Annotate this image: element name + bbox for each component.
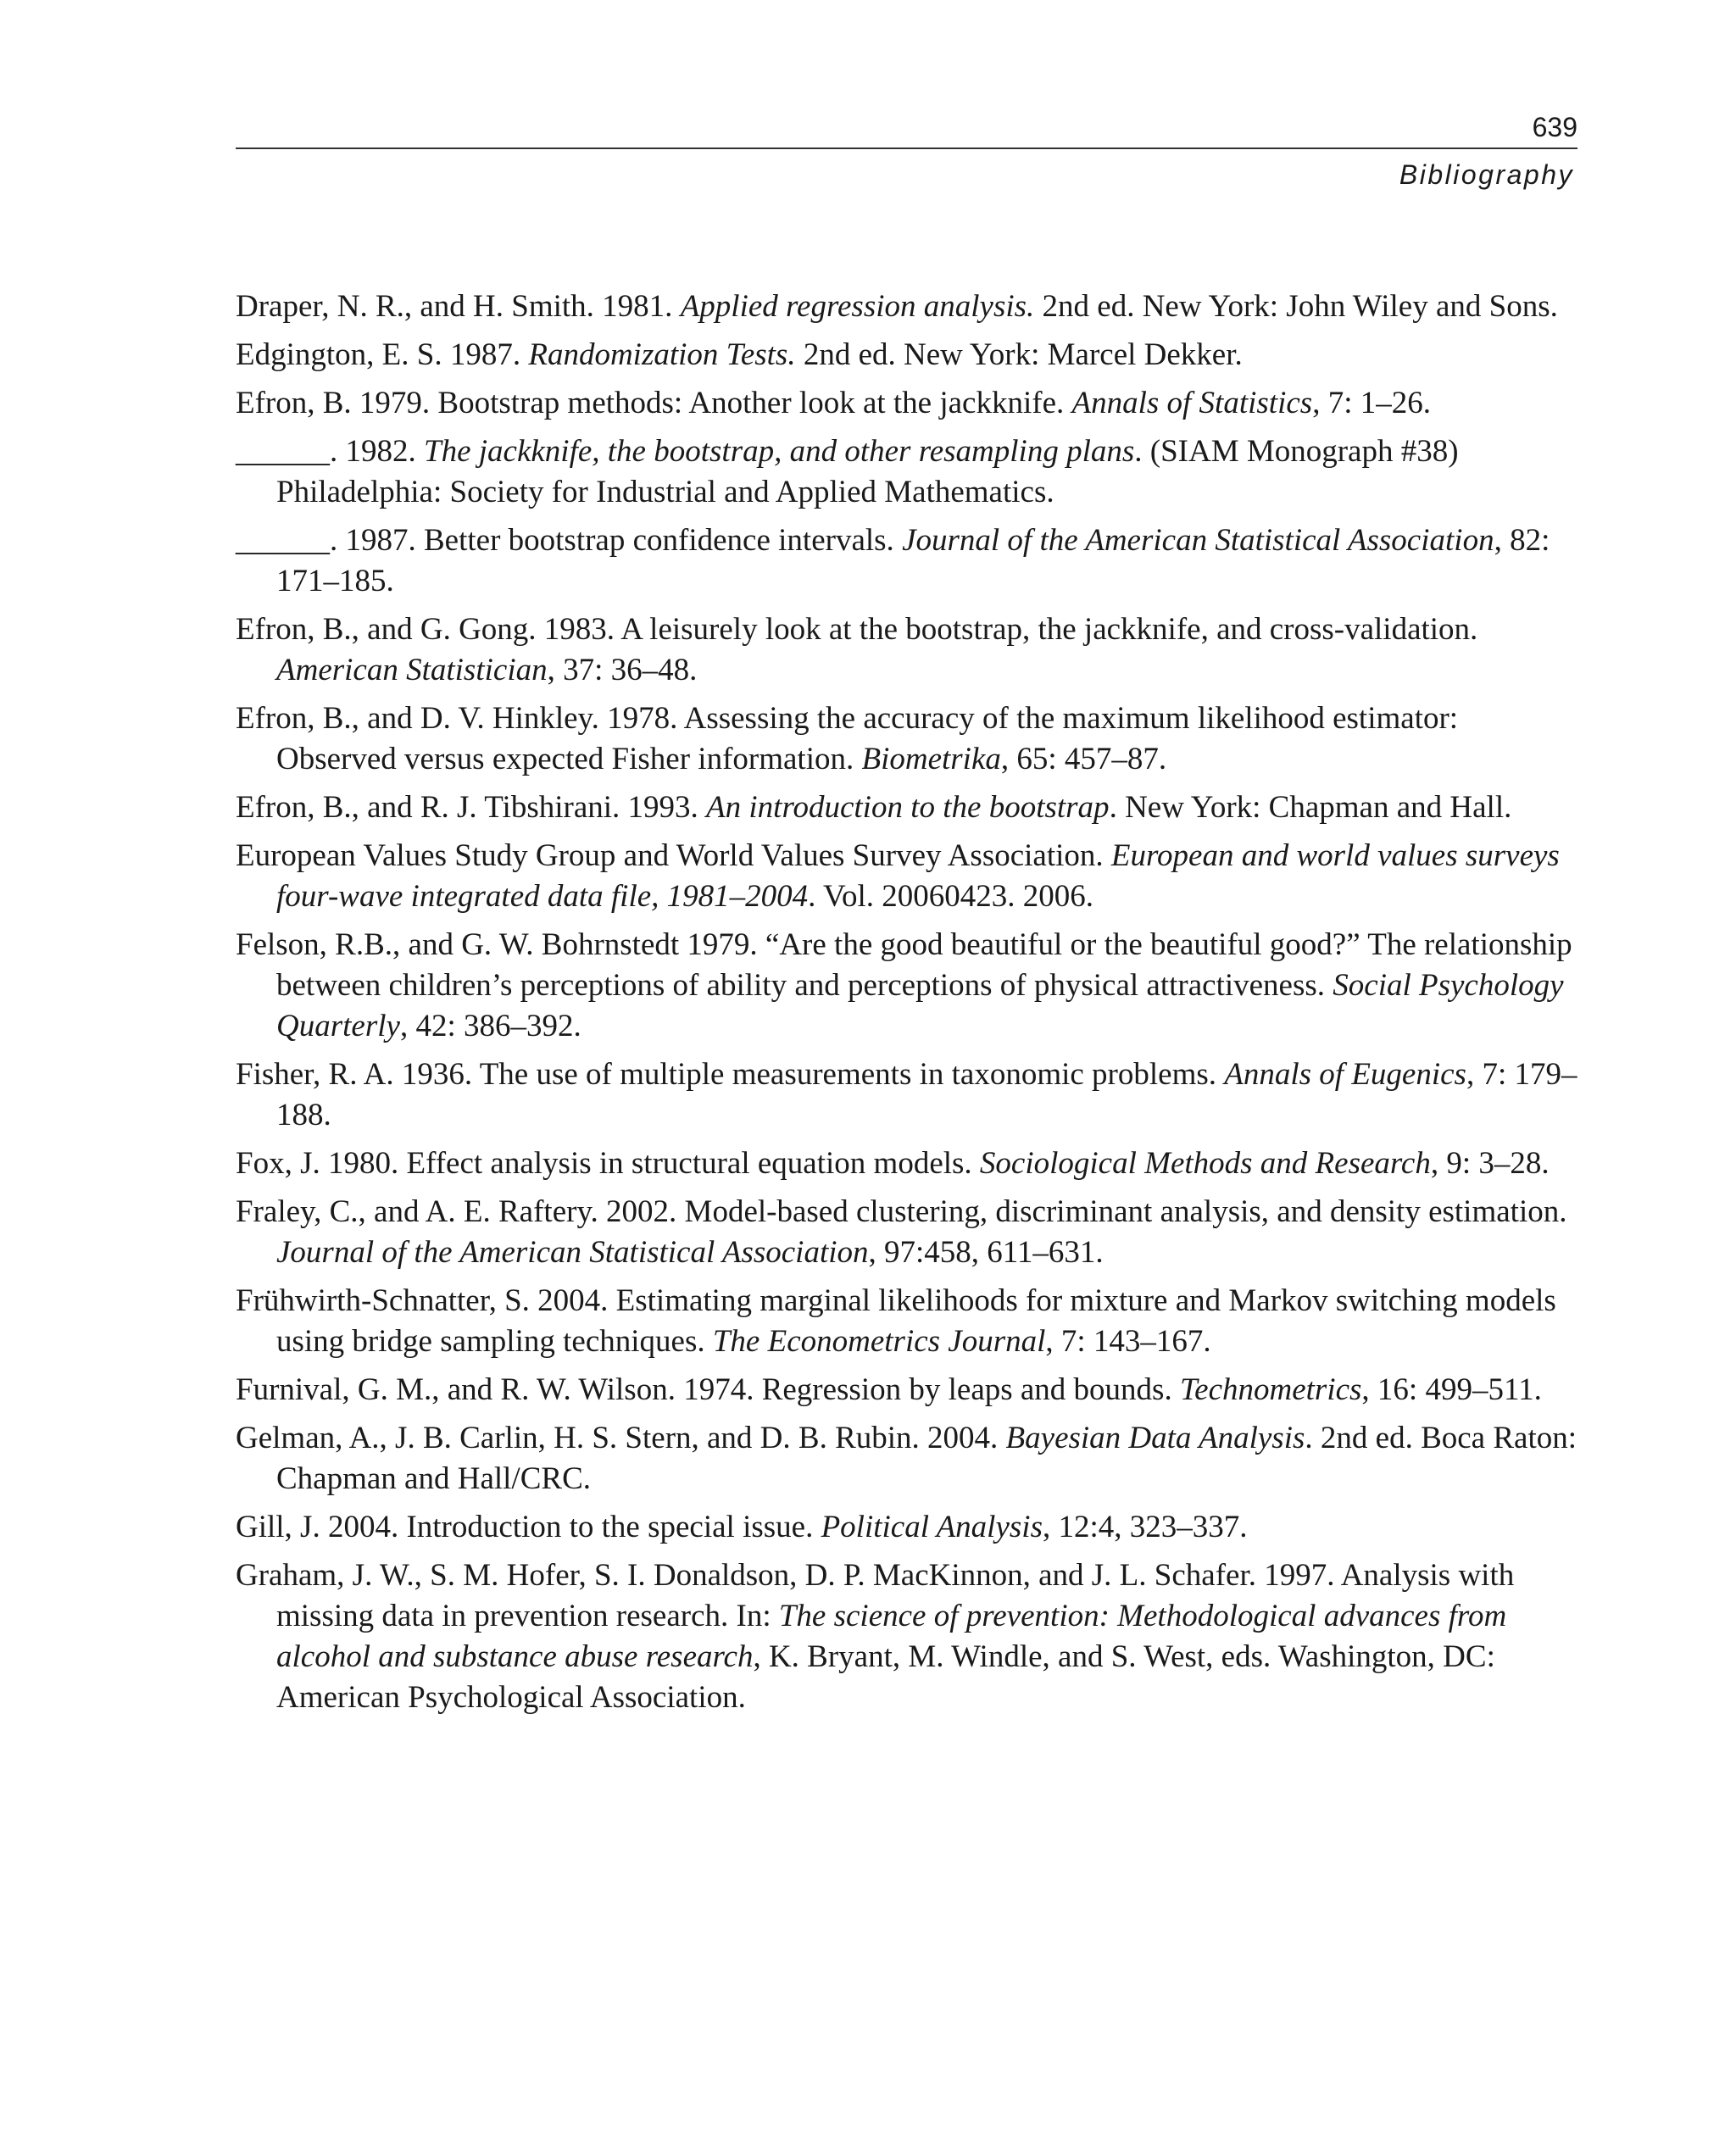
entry-text: , 82: 171–185. xyxy=(276,523,1550,598)
page-number: 639 xyxy=(1532,112,1577,142)
entry-text: Gill, J. 2004. Introduction to the special issue. xyxy=(236,1510,821,1544)
entry-title: Journal of the American Statistical Association xyxy=(276,1235,869,1270)
running-head: Bibliography xyxy=(1399,159,1574,190)
bibliography-entry xyxy=(236,787,1577,828)
entry-title: Sociological Methods and Research xyxy=(979,1146,1431,1181)
entry-text: Efron, B. 1979. Bootstrap methods: Another look at the jackknife. xyxy=(236,386,1072,420)
entry-text: Fox, J. 1980. Effect analysis in structural equation models. xyxy=(236,1146,980,1181)
bibliography-entry xyxy=(236,1555,1577,1718)
entry-text: , 7: 143–167. xyxy=(1045,1324,1211,1359)
entry-title: Technometrics xyxy=(1179,1372,1362,1407)
entry-text: , 42: 386–392. xyxy=(399,1009,581,1043)
entry-text: Frühwirth-Schnatter, S. 2004. Estimating marginal likelihoods for mixture and Markov switching models using bridge sampling techniques. xyxy=(236,1283,1556,1359)
entry-text: , 7: 1–26. xyxy=(1312,386,1431,420)
entry-title: Applied regression analysis. xyxy=(680,289,1035,324)
entry-text: Efron, B., and R. J. Tibshirani. 1993. xyxy=(236,790,707,825)
entry-text: , 97:458, 611–631. xyxy=(868,1235,1104,1270)
entry-title: Social Psychology Quarterly xyxy=(276,968,1564,1043)
bibliography-entry xyxy=(236,1054,1577,1136)
entry-text: Graham, J. W., S. M. Hofer, S. I. Donaldson, D. P. MacKinnon, and J. L. Schafer. 1997. Analysis with missing data in prevention research. In: xyxy=(236,1558,1515,1633)
entry-title: Biometrika xyxy=(861,742,1001,776)
entry-title: The Econometrics Journal xyxy=(712,1324,1046,1359)
entry-text: Furnival, G. M., and R. W. Wilson. 1974. Regression by leaps and bounds. xyxy=(236,1372,1180,1407)
entry-text: Draper, N. R., and H. Smith. 1981. xyxy=(236,289,681,324)
entry-text: Efron, B., and D. V. Hinkley. 1978. Assessing the accuracy of the maximum likelihood estimator: Observed versus expected Fisher information. xyxy=(236,701,1459,776)
bibliography-entry xyxy=(236,520,1577,602)
bibliography-list xyxy=(236,287,1577,1726)
entry-title: Annals of Eugenics xyxy=(1224,1057,1466,1092)
entry-title: American Statistician xyxy=(276,653,548,687)
bibliography-entry xyxy=(236,925,1577,1047)
entry-title: An introduction to the bootstrap xyxy=(706,790,1110,825)
entry-title: European and world values surveys four-wave integrated data file, 1981–2004 xyxy=(276,838,1560,914)
bibliography-entry xyxy=(236,698,1577,780)
entry-text: Fraley, C., and A. E. Raftery. 2002. Model-based clustering, discriminant analysis, and density estimation. xyxy=(236,1194,1567,1229)
entry-text: , 9: 3–28. xyxy=(1430,1146,1550,1181)
entry-text: 2nd ed. New York: John Wiley and Sons. xyxy=(1034,289,1558,324)
bibliography-entry xyxy=(236,431,1577,513)
bibliography-entry xyxy=(236,1143,1577,1184)
entry-text: , 65: 457–87. xyxy=(1000,742,1167,776)
entry-text: , 12:4, 323–337. xyxy=(1042,1510,1248,1544)
bibliography-entry xyxy=(236,609,1577,691)
entry-text: Efron, B., and G. Gong. 1983. A leisurely look at the bootstrap, the jackknife, and cross-validation. xyxy=(236,612,1478,647)
entry-text: . 2nd ed. Boca Raton: Chapman and Hall/CRC. xyxy=(276,1421,1577,1496)
entry-title: The jackknife, the bootstrap, and other resampling plans xyxy=(424,434,1135,469)
entry-text: Felson, R.B., and G. W. Bohrnstedt 1979. “Are the good beautiful or the beautiful good?” The relationship between children’s perceptions of ability and perceptions of physical attractiveness. xyxy=(236,927,1572,1003)
bibliography-entry xyxy=(236,1418,1577,1499)
entry-title: Political Analysis xyxy=(821,1510,1043,1544)
bibliography-entry xyxy=(236,383,1577,424)
bibliography-entry xyxy=(236,1370,1577,1410)
bibliography-entry xyxy=(236,836,1577,917)
entry-title: Bayesian Data Analysis xyxy=(1005,1421,1305,1455)
entry-text: . Vol. 20060423. 2006. xyxy=(808,879,1093,914)
entry-title: The science of prevention: Methodological advances from alcohol and substance abuse research xyxy=(276,1599,1507,1674)
entry-text: European Values Study Group and World Values Survey Association. xyxy=(236,838,1111,873)
bibliography-entry xyxy=(236,1281,1577,1362)
header-rule xyxy=(236,147,1577,149)
entry-text: ______. 1982. xyxy=(236,434,424,469)
bibliography-entry xyxy=(236,1507,1577,1548)
entry-title: Journal of the American Statistical Association xyxy=(902,523,1494,558)
entry-text: Gelman, A., J. B. Carlin, H. S. Stern, and D. B. Rubin. 2004. xyxy=(236,1421,1006,1455)
entry-text: Edgington, E. S. 1987. xyxy=(236,337,529,372)
entry-title: Annals of Statistics xyxy=(1071,386,1313,420)
entry-text: . (SIAM Monograph #38) Philadelphia: Society for Industrial and Applied Mathematics. xyxy=(276,434,1459,509)
bibliography-entry xyxy=(236,287,1577,327)
entry-text: , 37: 36–48. xyxy=(547,653,698,687)
entry-text: Fisher, R. A. 1936. The use of multiple measurements in taxonomic problems. xyxy=(236,1057,1225,1092)
entry-text: 2nd ed. New York: Marcel Dekker. xyxy=(795,337,1243,372)
entry-title: Randomization Tests. xyxy=(528,337,796,372)
entry-text: ______. 1987. Better bootstrap confidence intervals. xyxy=(236,523,903,558)
entry-text: , 7: 179–188. xyxy=(276,1057,1577,1132)
bibliography-entry xyxy=(236,1192,1577,1273)
entry-text: , K. Bryant, M. Windle, and S. West, eds. Washington, DC: American Psychological Association. xyxy=(276,1639,1495,1715)
entry-text: . New York: Chapman and Hall. xyxy=(1109,790,1512,825)
bibliography-entry xyxy=(236,335,1577,376)
entry-text: , 16: 499–511. xyxy=(1361,1372,1542,1407)
